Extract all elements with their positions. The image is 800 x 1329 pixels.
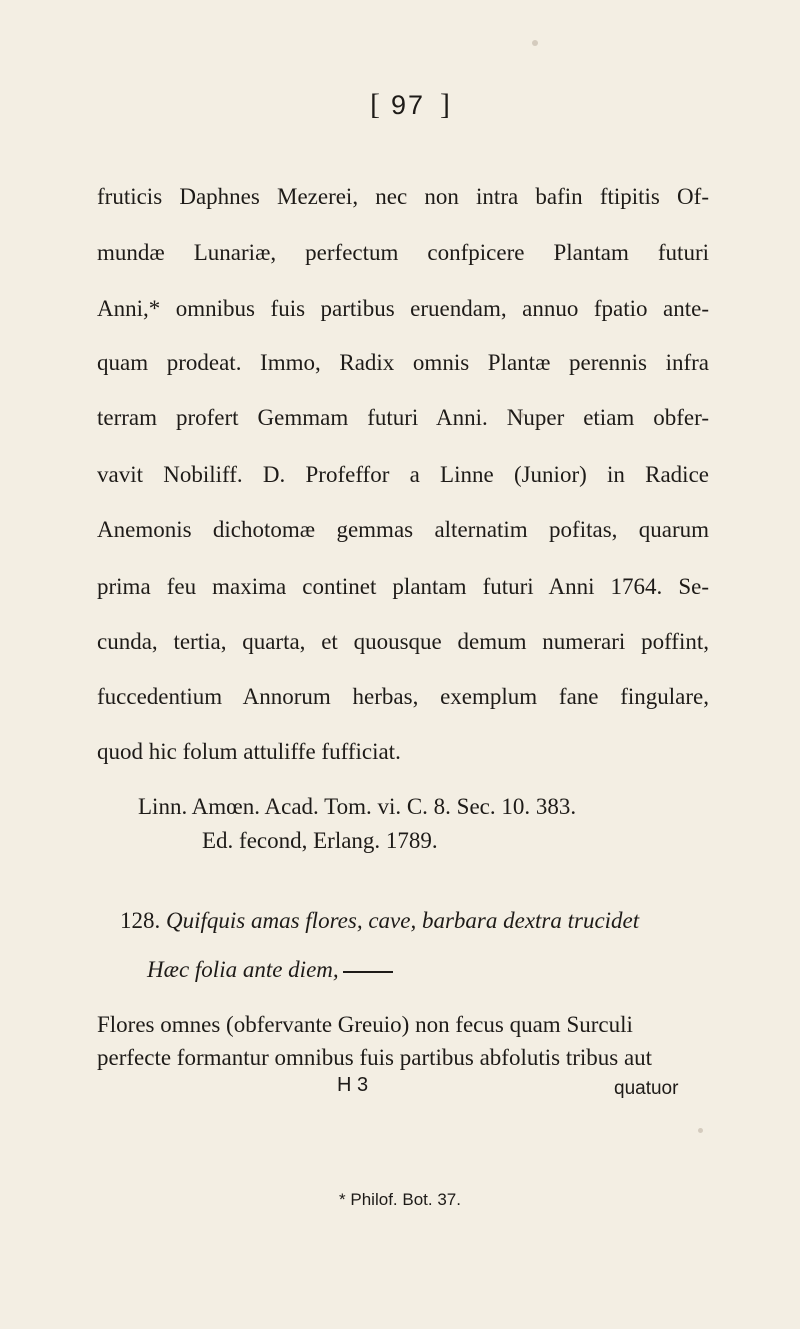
quote-text: Hæc folia ante diem, <box>147 957 339 982</box>
dash-rule <box>343 971 393 973</box>
signature-mark: H 3 <box>337 1074 369 1096</box>
body-line: perfecte formantur omnibus fuis partibus abfolutis tribus aut <box>97 1045 653 1070</box>
citation-line-1: Linn. Amœn. Acad. Tom. vi. C. 8. Sec. 10. 383. <box>138 794 577 819</box>
body-line: vavit Nobiliff. D. Profeffor a Linne (Junior) in Radice <box>97 462 709 487</box>
body-line: Anni,* omnibus fuis partibus eruendam, annuo fpatio ante- <box>97 296 709 321</box>
catchword: quatuor <box>614 1078 679 1099</box>
header-bracket-left: [ <box>370 88 382 121</box>
body-line: Flores omnes (obfervante Greuio) non fecus quam Surculi <box>97 1012 633 1037</box>
body-line: prima feu maxima continet plantam futuri Anni 1764. Se- <box>97 574 709 599</box>
body-line: cunda, tertia, quarta, et quousque demum numerari poffint, <box>97 629 709 654</box>
body-line: Anemonis dichotomæ gemmas alternatim pofitas, quarum <box>97 517 709 542</box>
quote-text: Quifquis amas flores, cave, barbara dextra trucidet <box>166 908 640 933</box>
page-number: 97 <box>390 90 426 120</box>
body-line: quam prodeat. Immo, Radix omnis Plantæ perennis infra <box>97 350 709 375</box>
body-line: fuccedentium Annorum herbas, exemplum fane fingulare, <box>97 684 709 709</box>
body-line: terram profert Gemmam futuri Anni. Nuper etiam obfer- <box>97 405 709 430</box>
body-line: mundæ Lunariæ, perfectum confpicere Plantam futuri <box>97 240 709 265</box>
paper-spot <box>518 412 524 418</box>
footnote: * Philof. Bot. 37. <box>339 1190 461 1209</box>
section-quote-line-1 <box>120 906 639 936</box>
section-quote-line-2 <box>147 955 393 985</box>
body-line: fruticis Daphnes Mezerei, nec non intra bafin ftipitis Of- <box>97 184 709 209</box>
paper-spot <box>532 40 538 46</box>
section-number: 128. <box>120 908 161 933</box>
body-line: quod hic folum attuliffe fufficiat. <box>97 739 401 764</box>
paper-spot <box>698 1128 703 1133</box>
header-bracket-right: ] <box>440 88 452 121</box>
citation-line-2: Ed. fecond, Erlang. 1789. <box>202 828 438 853</box>
